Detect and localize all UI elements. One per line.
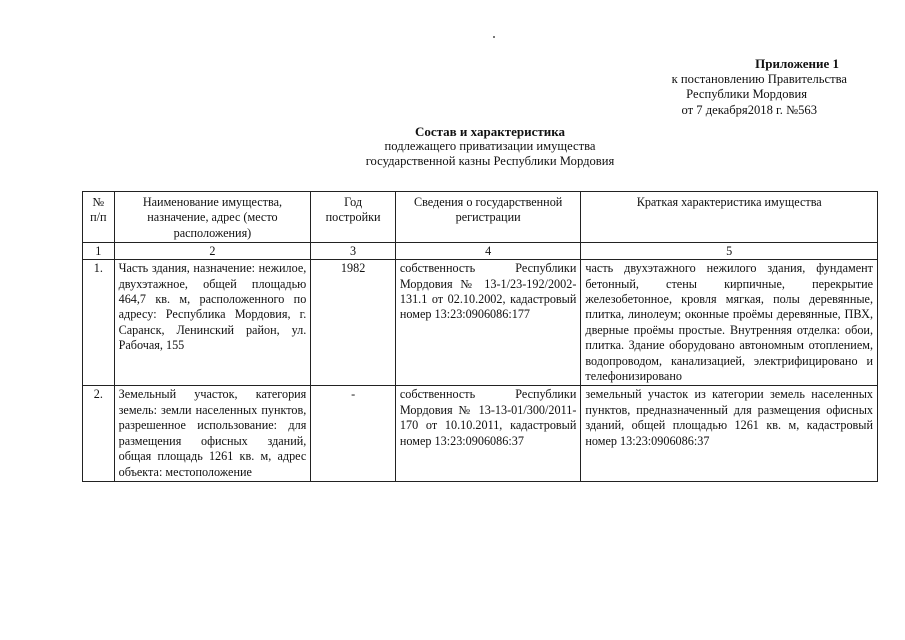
document-heading: [250, 124, 730, 169]
header-registration: Сведения о государственной регистрации: [395, 192, 581, 243]
column-number: 4: [395, 243, 581, 260]
row-description: земельный участок из категории земель населенных пунктов, предназначенный для размещения офисных зданий, общей площадью 1261 кв. м, кадастровый номер 13:23:0906086:37: [581, 386, 878, 481]
property-table: [82, 191, 878, 482]
header-num: № п/п: [83, 192, 115, 243]
row-num: 1.: [83, 260, 115, 386]
column-number: 2: [114, 243, 311, 260]
row-year: -: [311, 386, 396, 481]
row-registration: собственность Республики Мордовия № 13-1/23-192/2002-131.1 от 02.10.2002, кадастровый номер 13:23:0906086:177: [395, 260, 581, 386]
header-year: Год постройки: [311, 192, 396, 243]
document-subtitle-2: государственной казны Республики Мордовия: [365, 154, 615, 168]
row-year: 1982: [311, 260, 396, 386]
appendix-line-2: Республики Мордовия: [686, 87, 807, 101]
appendix-line-1: к постановлению Правительства: [671, 71, 847, 86]
table-row: [83, 386, 878, 481]
column-number-row: [83, 243, 878, 260]
column-number: 5: [581, 243, 878, 260]
column-number: 1: [83, 243, 115, 260]
table-row: [83, 260, 878, 386]
document-title: Состав и характеристика: [414, 124, 566, 139]
appendix-line-3: от 7 декабря2018 г. №563: [681, 102, 817, 117]
row-name: Часть здания, назначение: нежилое, двухэтажное, общей площадью 464,7 кв. м, расположенного по адресу: Республика Мордовия, г. Саранск, Ленинский район, ул. Рабочая, 155: [114, 260, 311, 386]
appendix-block: [672, 56, 847, 118]
row-name: Земельный участок, категория земель: земли населенных пунктов, разрешенное использование: для размещения офисных зданий, общая площадь 1261 кв. м, адрес объекта: местоположение: [114, 386, 311, 481]
table-header-row: [83, 192, 878, 243]
scan-speck: [493, 36, 495, 38]
header-description: Краткая характеристика имущества: [581, 192, 878, 243]
row-num: 2.: [83, 386, 115, 481]
appendix-title: Приложение 1: [755, 56, 839, 71]
row-registration: собственность Республики Мордовия № 13-13-01/300/2011-170 от 10.10.2011, кадастровый номер 13:23:0906086:37: [395, 386, 581, 481]
row-description: часть двухэтажного нежилого здания, фундамент бетонный, стены кирпичные, перекрытие железобетонное, кровля мягкая, полы деревянные, плитка, линолеум; оконные проёмы деревянные, ПВХ, дверные проёмы простые. Внутренняя отделка: обои, плитка. Здание оборудовано автономным отоплением, водопроводом, канализацией, электрифицировано и телефонизировано: [581, 260, 878, 386]
header-name: Наименование имущества, назначение, адрес (место расположения): [114, 192, 311, 243]
column-number: 3: [311, 243, 396, 260]
document-subtitle-1: подлежащего приватизации имущества: [384, 139, 596, 153]
